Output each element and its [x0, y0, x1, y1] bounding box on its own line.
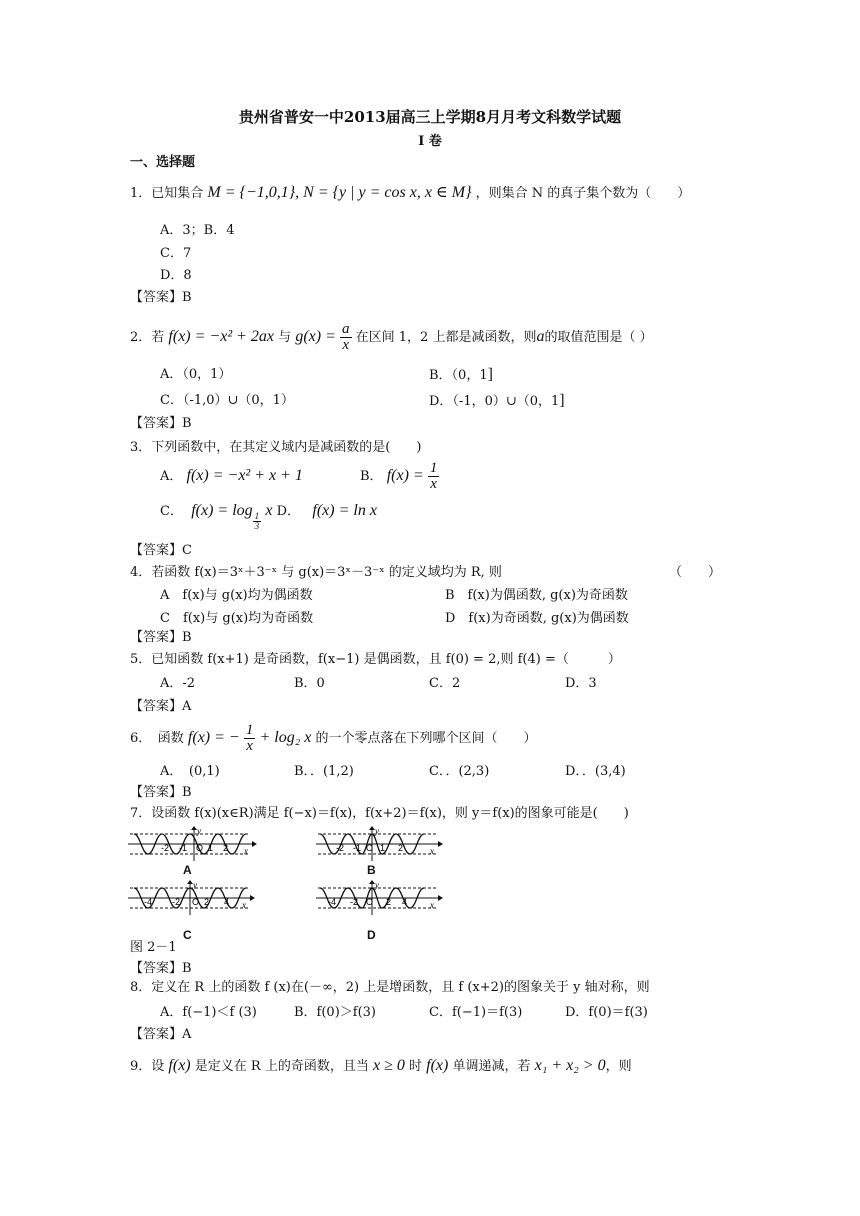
q7-d-tick-2: -2: [350, 897, 359, 907]
q7-d-tick-1: -4: [328, 897, 337, 907]
q3-option-c-base-num: 1: [254, 511, 260, 521]
q9-mid2: 时: [409, 1059, 423, 1074]
q2-option-d: [429, 392, 565, 411]
q7-b-tick-5: 2: [398, 843, 404, 853]
q3-option-b-label: B．: [360, 469, 383, 484]
q7-b-axis-x: x: [430, 846, 434, 856]
q7-graph-a-label: A: [183, 863, 192, 877]
q3-option-a: [160, 466, 303, 487]
q7-graph-d: [316, 880, 446, 916]
q6-fraction: [244, 723, 256, 754]
q1-option-ab: A．3；B．4: [160, 223, 235, 238]
q2-tail: 在区间 1，2 上都是减函数，则: [355, 330, 537, 345]
q3-option-c-d: [160, 500, 377, 531]
q8-option-d: D．f(0)＝f(3): [565, 1005, 648, 1020]
q2-option-b-text: B．（0，1: [429, 368, 488, 383]
q9-mid1: 是定义在 R 上的奇函数，且当: [194, 1059, 369, 1074]
q6-prefix: 6． 函数: [130, 731, 184, 746]
q2-option-b: [429, 366, 493, 385]
q2-g-denominator: x: [342, 337, 350, 353]
q6-numerator: 1: [245, 722, 254, 738]
q7-b-tick-2: -1: [353, 843, 362, 853]
q9-mid3: 单调递减，若: [452, 1059, 531, 1074]
q7-c-tick-5: 4: [224, 897, 230, 907]
q6-f-right: + log₂ x: [259, 729, 312, 746]
q6-denominator: x: [246, 738, 253, 754]
q4-option-a: A f(x)与 g(x)均为偶函数: [160, 588, 313, 603]
q5-option-b: B．0: [294, 676, 325, 691]
q2-option-d-bracket: ]: [559, 392, 565, 409]
q2-f-expr: f(x) = −x² + 2ax: [168, 328, 275, 345]
q7-a-tick-1: -2: [161, 843, 170, 853]
q7-c-tick-2: -2: [172, 897, 181, 907]
q7-c-tick-4: 2: [204, 897, 210, 907]
q7-figure-caption: 图 2－1: [130, 940, 177, 955]
q9-prefix: 9．设: [130, 1059, 165, 1074]
q7-c-tick-1: -4: [144, 897, 153, 907]
q6-option-a: A． (0,1): [160, 764, 220, 779]
q2-option-b-bracket: ]: [487, 366, 493, 383]
q3-answer: 【答案】C: [130, 543, 192, 558]
q7-b-tick-4: 1: [380, 843, 386, 853]
q1-answer: 【答案】B: [130, 290, 192, 305]
q7-a-tick-3: O: [196, 843, 204, 853]
q3-option-a-math: f(x) = −x² + x + 1: [186, 467, 303, 484]
q7-a-tick-2: -1: [179, 843, 188, 853]
q4-answer: 【答案】B: [130, 630, 192, 645]
q3-option-a-label: A．: [160, 469, 183, 484]
q7-graph-a: [128, 826, 258, 862]
q3-stem: 3．下列函数中，在其定义域内是减函数的是( ): [130, 440, 422, 455]
q2-option-a: A．（0，1）: [160, 367, 232, 382]
question-2: [130, 320, 653, 355]
q4-option-b: B f(x)为偶函数, g(x)为奇函数: [445, 588, 628, 603]
q3-option-c-label: C．: [160, 504, 183, 519]
q5-stem: 5．已知函数 f(x+1) 是奇函数，f(x−1) 是偶函数，且 f(0) = 2,则 f(4) =（ ）: [130, 652, 621, 667]
q9-f1: f(x): [168, 1057, 191, 1074]
q3-option-c-x: x: [265, 502, 273, 519]
q6-tail: 的一个零点落在下列哪个区间（ ）: [315, 731, 537, 746]
q7-b-tick-1: -2: [336, 843, 345, 853]
q7-d-axis-x: x: [430, 900, 434, 910]
q7-stem: 7．设函数 f(x)(x∈R)满足 f(−x)＝f(x)，f(x+2)＝f(x)，则 y＝f(x)的图象可能是( ): [130, 806, 629, 821]
q2-option-c: C．（-1,0）∪（0，1）: [160, 393, 294, 408]
q7-a-tick-4: 1: [208, 843, 214, 853]
q6-answer: 【答案】B: [130, 785, 192, 800]
q8-answer: 【答案】A: [130, 1027, 192, 1042]
q1-tail: ，则集合 N 的真子集个数为（ ）: [475, 186, 691, 201]
q6-option-b: B．．(1,2): [294, 764, 354, 779]
q2-g-left: g(x) =: [295, 328, 336, 345]
q7-graph-b-label: B: [367, 863, 376, 877]
q9-f2: f(x): [426, 1057, 449, 1074]
q3-option-b-numerator: 1: [429, 460, 438, 476]
q7-graph-b: [316, 826, 446, 862]
q1-option-d: D．8: [160, 268, 192, 283]
q2-g-fraction: [340, 322, 352, 353]
q3-option-b-fraction: [428, 461, 440, 492]
q7-a-axis-y: y: [197, 826, 201, 836]
q8-stem: 8．定义在 R 上的函数 f (x)在(－∞，2) 上是增函数，且 f (x+2)的图象关于 y 轴对称，则: [130, 980, 650, 995]
q9-tail: ，则: [605, 1059, 632, 1074]
q9-cond2: x₁ + x₂ > 0: [534, 1057, 606, 1074]
q7-graph-c-label: C: [183, 928, 192, 942]
q2-a: a: [536, 328, 545, 345]
q9-cond: x ≥ 0: [372, 1057, 405, 1074]
q1-math: M = {−1,0,1}, N = {y | y = cos x, x ∈ M}: [207, 184, 472, 201]
question-6: [130, 720, 537, 757]
q1-option-c: C．7: [160, 246, 192, 261]
q7-answer: 【答案】B: [130, 961, 192, 976]
q8-option-c: C．f(−1)＝f(3): [429, 1005, 523, 1020]
q7-c-tick-3: O: [192, 897, 200, 907]
q7-b-tick-3: O: [366, 843, 374, 853]
q2-answer: 【答案】B: [130, 416, 192, 431]
q7-a-tick-5: 2: [223, 843, 229, 853]
q4-stem: 4．若函数 f(x)＝3ˣ＋3⁻ˣ 与 g(x)＝3ˣ－3⁻ˣ 的定义域均为 R, 则: [130, 565, 502, 580]
q2-mid: 与: [278, 330, 292, 345]
q3-option-d-math: f(x) = ln x: [312, 502, 377, 519]
q7-d-tick-4: 2: [386, 897, 392, 907]
q3-option-b: [360, 458, 439, 495]
q3-option-c-math: f(x) = log: [191, 502, 253, 519]
q5-answer: 【答案】A: [130, 699, 192, 714]
question-9: [130, 1055, 632, 1078]
q7-graph-d-label: D: [367, 928, 376, 942]
q4-option-c: C f(x)与 g(x)均为奇函数: [160, 611, 314, 626]
q2-tail2: 的取值范围是（ ）: [544, 330, 653, 345]
q4-paren: （ ）: [669, 565, 722, 580]
q6-f-left: f(x) = −: [187, 729, 240, 746]
q4-option-d: D f(x)为奇函数, g(x)为偶函数: [445, 611, 629, 626]
q5-option-c: C．2: [429, 676, 461, 691]
q5-option-a: A．-2: [160, 676, 196, 691]
q7-d-tick-3: O: [366, 897, 374, 907]
q2-prefix: 2．若: [130, 330, 165, 345]
q7-c-axis-y: y: [193, 880, 197, 890]
q7-graph-c: [128, 880, 258, 916]
question-1: [130, 184, 690, 203]
page-title: 贵州省普安一中2013届高三上学期8月月考文科数学试题: [238, 108, 622, 126]
q7-d-tick-5: 4: [402, 897, 408, 907]
q8-option-b: B．f(0)＞f(3): [294, 1005, 377, 1020]
q1-number: 1．已知集合: [130, 186, 204, 201]
q7-d-axis-y: y: [375, 880, 379, 890]
q5-option-d: D．3: [565, 676, 597, 691]
q7-c-axis-x: x: [242, 900, 246, 910]
q2-g-numerator: a: [342, 321, 350, 337]
q3-option-b-left: f(x) =: [386, 467, 424, 484]
page-subtitle: I 卷: [418, 134, 442, 149]
q6-option-d: D．．(3,4): [565, 764, 626, 779]
q7-b-axis-y: y: [375, 826, 379, 836]
q3-option-c-base-den: 3: [254, 521, 260, 531]
q2-option-d-text: D．（-1，0）∪（0，1: [429, 394, 560, 409]
q7-a-axis-x: x: [244, 846, 248, 856]
q3-option-b-denominator: x: [430, 476, 437, 492]
q3-option-d-label: D．: [276, 504, 300, 519]
q6-option-c: C．．(2,3): [429, 764, 490, 779]
section-heading: 一、选择题: [130, 155, 196, 170]
q8-option-a: A．f(−1)＜f (3): [160, 1005, 257, 1020]
q3-option-c-base: [253, 512, 262, 531]
